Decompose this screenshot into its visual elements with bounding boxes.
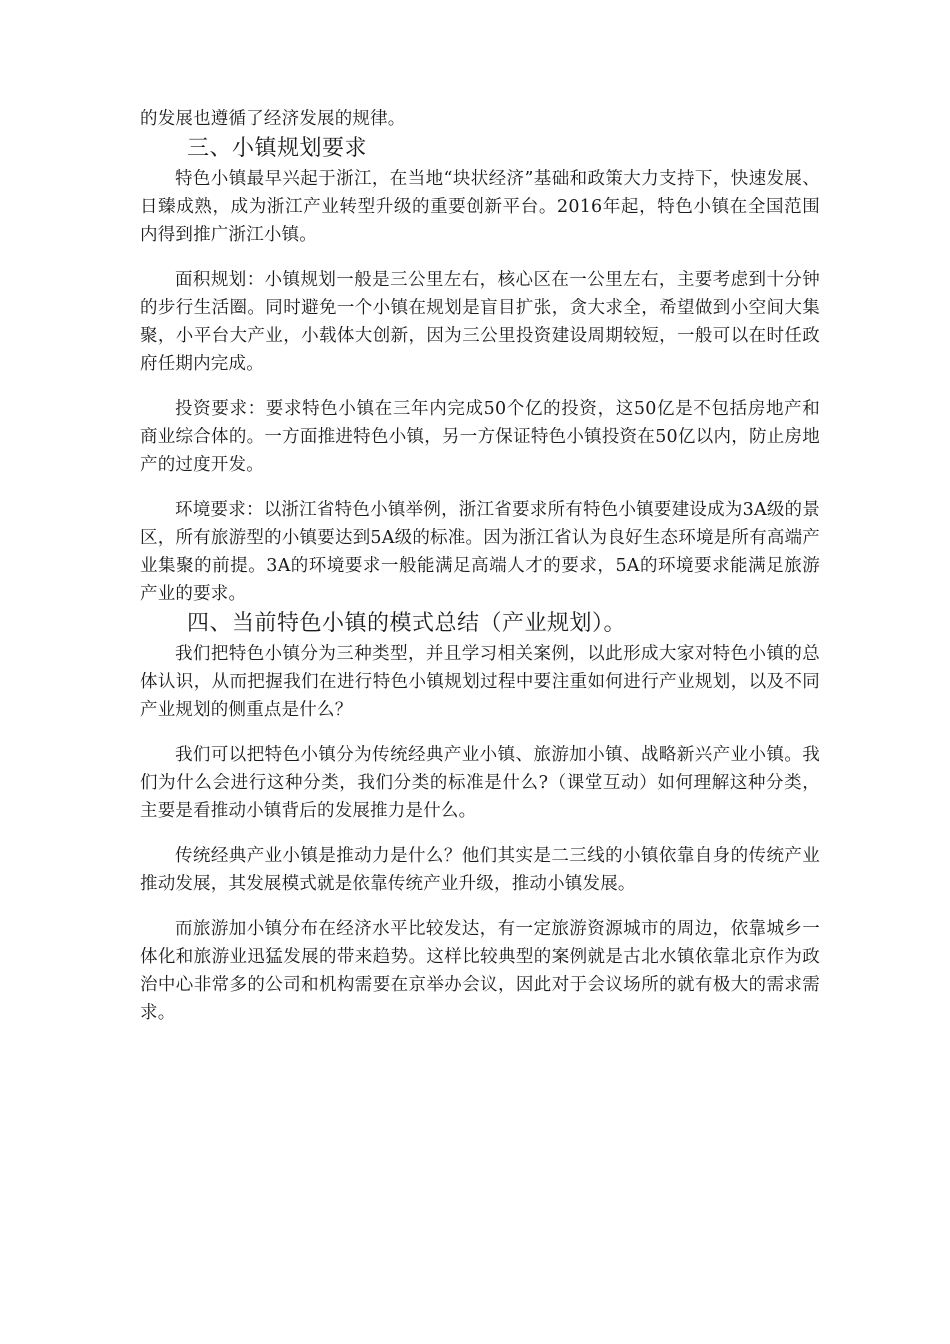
document-page xyxy=(140,105,820,1027)
section4-paragraph-3: 传统经典产业小镇是推动力是什么？他们其实是二三线的小镇依靠自身的传统产业推动发展，其发展模式就是依靠传统产业升级，推动小镇发展。 xyxy=(140,846,820,894)
continuation-paragraph: 的发展也遵循了经济发展的规律。 xyxy=(140,109,406,129)
section-heading-3: 三、小镇规划要求 xyxy=(187,136,368,161)
section4-paragraph-2: 我们可以把特色小镇分为传统经典产业小镇、旅游加小镇、战略新兴产业小镇。我们为什么会进行这种分类，我们分类的标准是什么?（课堂互动）如何理解这种分类，主要是看推动小镇背后的发展推力是什么。 xyxy=(140,745,820,821)
section4-paragraph-1: 我们把特色小镇分为三种类型，并且学习相关案例，以此形成大家对特色小镇的总体认识，从而把握我们在进行特色小镇规划过程中要注重如何进行产业规划，以及不同产业规划的侧重点是什么？ xyxy=(140,644,820,720)
section3-paragraph-4: 环境要求：以浙江省特色小镇举例，浙江省要求所有特色小镇要建设成为3A级的景区，所有旅游型的小镇要达到5A级的标准。因为浙江省认为良好生态环境是所有高端产业集聚的前提。3A的环境要求一般能满足高端人才的要求，5A的环境要求能满足旅游产业的要求。 xyxy=(140,500,820,604)
section-heading-4: 四、当前特色小镇的模式总结（产业规划）。 xyxy=(187,611,627,636)
section3-paragraph-1: 特色小镇最早兴起于浙江，在当地“块状经济”基础和政策大力支持下，快速发展、日臻成熟，成为浙江产业转型升级的重要创新平台。2016年起，特色小镇在全国范围内得到推广浙江小镇。 xyxy=(140,169,820,245)
section4-paragraph-4: 而旅游加小镇分布在经济水平比较发达，有一定旅游资源城市的周边，依靠城乡一体化和旅游业迅猛发展的带来趋势。这样比较典型的案例就是古北水镇依靠北京作为政治中心非常多的公司和机构需要在京举办会议，因此对于会议场所的就有极大的需求需求。 xyxy=(140,919,820,1023)
section3-paragraph-2: 面积规划：小镇规划一般是三公里左右，核心区在一公里左右，主要考虑到十分钟的步行生活圈。同时避免一个小镇在规划是盲目扩张，贪大求全，希望做到小空间大集聚，小平台大产业，小载体大创新，因为三公里投资建设周期较短，一般可以在时任政府任期内完成。 xyxy=(140,270,820,374)
section3-paragraph-3: 投资要求：要求特色小镇在三年内完成50个亿的投资，这50亿是不包括房地产和商业综合体的。一方面推进特色小镇，另一方保证特色小镇投资在50亿以内，防止房地产的过度开发。 xyxy=(140,399,820,475)
